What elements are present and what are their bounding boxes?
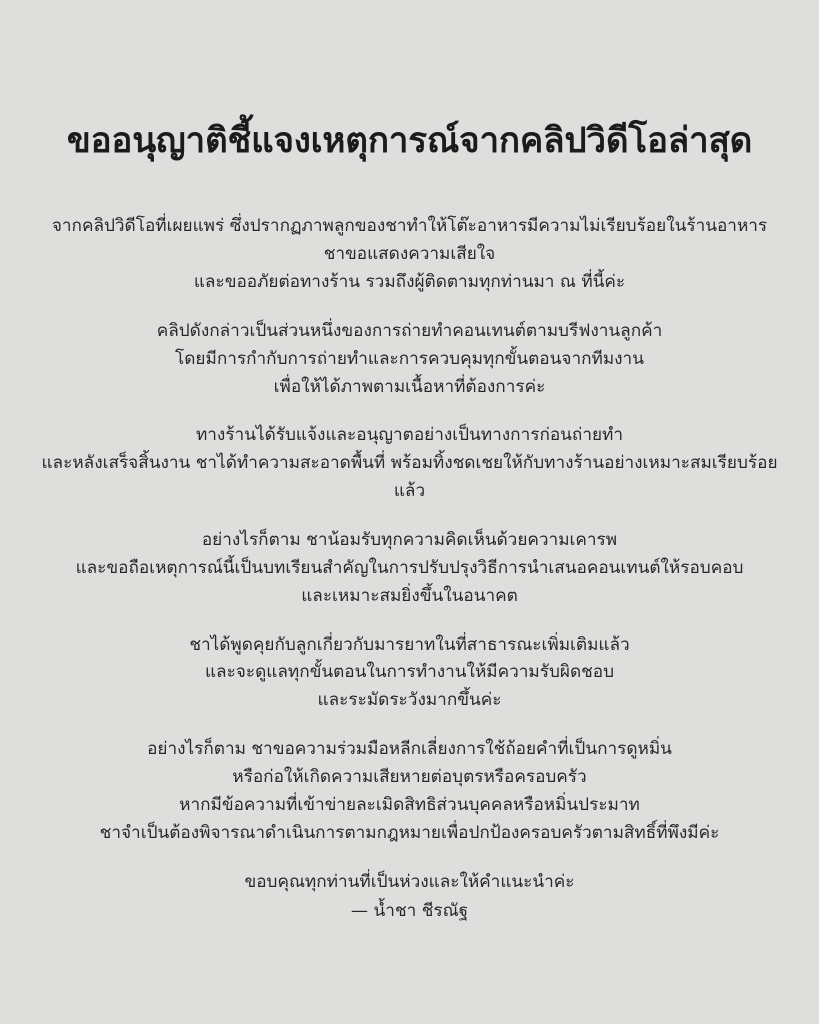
statement-body [28,213,791,926]
paragraph-line: เพื่อให้ได้ภาพตามเนื้อหาที่ต้องการค่ะ [273,376,546,397]
paragraph-line: และระมัดระวังมากขึ้นค่ะ [317,690,502,711]
paragraph-line: หรือก่อให้เกิดความเสียหายต่อบุตรหรือครอบครัว [232,767,587,787]
paragraph-line: หากมีข้อความที่เข้าข่ายละเมิดสิทธิส่วนบุคคลหรือหมิ่นประมาท [179,794,640,815]
paragraph-line: และหลังเสร็จสิ้นงาน ชาได้ทำความสะอาดพื้นที่ พร้อมทิ้งชดเชยให้กับทางร้านอย่างเหมาะสมเรียบร้อยแล้ว [41,453,778,502]
paragraph-line: และเหมาะสมยิ่งขึ้นในอนาคต [301,585,518,606]
paragraph-line: โดยมีการกำกับการถ่ายทำและการควบคุมทุกขั้นตอนจากทีมงาน [175,348,644,369]
paragraph-line: อย่างไรก็ตาม ชาขอความร่วมมือหลีกเลี่ยงการใช้ถ้อยคำที่เป็นการดูหมิ่น [147,739,672,760]
paragraph-2 [157,318,663,402]
paragraph-4 [76,527,744,611]
paragraph-line: คลิปดังกล่าวเป็นส่วนหนึ่งของการถ่ายทำคอนเทนต์ตามบรีฟงานลูกค้า [156,320,663,341]
paragraph-1 [52,213,767,297]
paragraph-line: และขออภัยต่อทางร้าน รวมถึงผู้ติดตามทุกท่านมา ณ ที่นี้ค่ะ [193,271,626,292]
paragraph-line: อย่างไรก็ตาม ชาน้อมรับทุกความคิดเห็นด้วยความเคารพ [201,529,618,550]
paragraph-line: ชาได้พูดคุยกับลูกเกี่ยวกับมารยาทในที่สาธารณะเพิ่มเติมแล้ว [189,634,630,655]
paragraph-6 [100,736,720,847]
thank-you-line: ขอบคุณทุกท่านที่เป็นห่วงและให้คำแนะนำค่ะ [244,871,575,892]
paragraph-line: จากคลิปวิดีโอที่เผยแพร่ ซึ่งปรากฏภาพลูกของชาทำให้โต๊ะอาหารมีความไม่เรียบร้อยในร้านอาหาร [51,216,768,237]
paragraph-line: และจะดูแลทุกขั้นตอนในการทำงานให้มีความรับผิดชอบ [204,662,615,683]
paragraph-line: ชาจำเป็นต้องพิจารณาดำเนินการตามกฎหมายเพื่อปกป้องครอบครัวตามสิทธิ์ที่พึงมีค่ะ [99,822,720,843]
paragraph-5 [189,632,629,716]
paragraph-line: ชาขอแสดงความเสียใจ [323,244,496,265]
signature-name: — น้ำชา ชีรณัฐ [350,901,469,922]
page-title: ขออนุญาติชี้แจงเหตุการณ์จากคลิปวิดีโอล่าสุด [66,121,753,161]
closing-signature [244,869,574,927]
paragraph-line: และขอถือเหตุการณ์นี้เป็นบทเรียนสำคัญในการปรับปรุงวิธีการนำเสนอคอนเทนต์ให้รอบคอบ [75,557,744,578]
paragraph-3 [28,422,791,506]
paragraph-line: ทางร้านได้รับแจ้งและอนุญาตอย่างเป็นทางการก่อนถ่ายทำ [195,425,624,446]
